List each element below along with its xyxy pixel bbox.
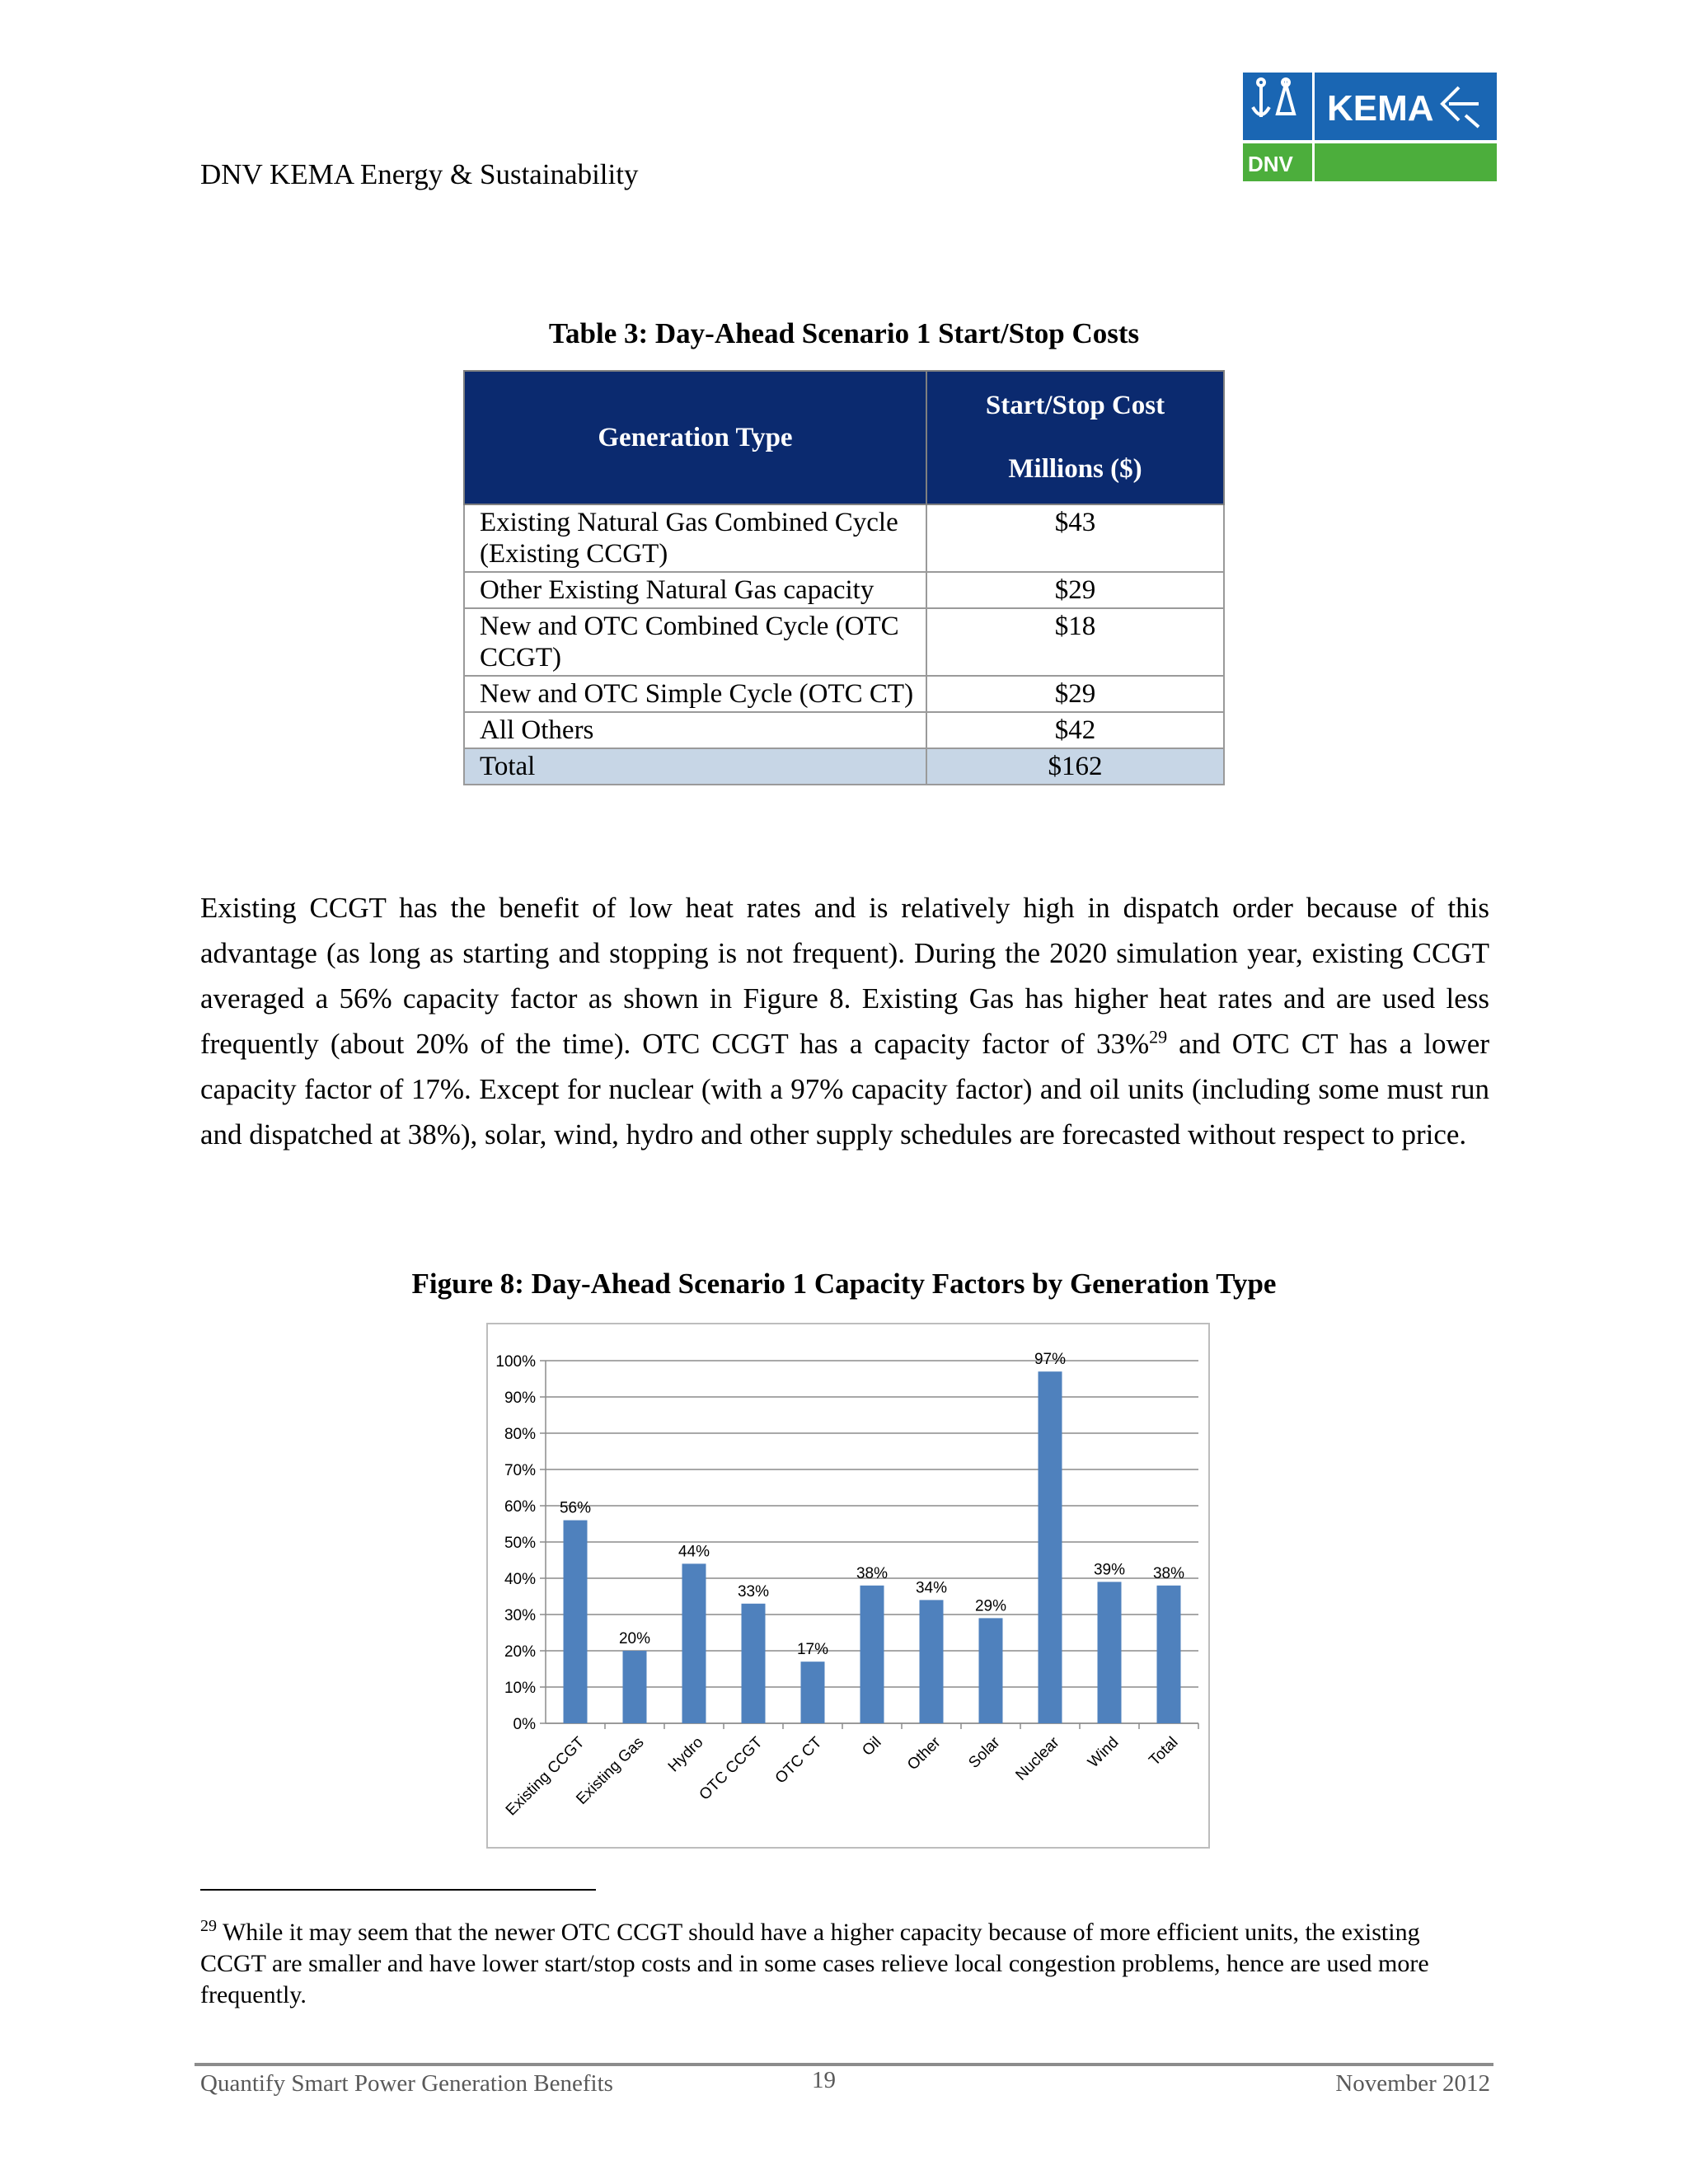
y-tick-label: 70%	[504, 1462, 536, 1479]
x-tick-label: Oil	[859, 1733, 885, 1760]
page-number: 19	[812, 2067, 836, 2093]
x-tick-label: Hydro	[664, 1733, 707, 1776]
logo-dnv-text: DNV	[1248, 152, 1293, 176]
table-row	[464, 712, 1224, 748]
x-tick-label: Existing Gas	[573, 1733, 648, 1808]
footer-rule	[195, 2063, 1493, 2066]
x-tick-label: Total	[1146, 1733, 1182, 1769]
data-label: 20%	[618, 1630, 651, 1647]
bar	[1039, 1371, 1062, 1723]
y-tick-label: 10%	[504, 1680, 536, 1697]
table-header-cost	[926, 371, 1224, 504]
cell-generation-type: New and OTC Simple Cycle (OTC CT)	[464, 676, 926, 712]
y-tick-label: 0%	[513, 1716, 536, 1733]
footer-document-title: Quantify Smart Power Generation Benefits	[200, 2070, 613, 2097]
data-label: 29%	[974, 1597, 1007, 1615]
header-label-cost: Start/Stop Cost	[985, 391, 1165, 420]
y-tick-label: 30%	[504, 1607, 536, 1624]
bar	[1098, 1582, 1122, 1723]
footnote-text: While it may seem that the newer OTC CCGT should have a higher capacity because of more efficient units, the existing CCGT are smaller and have lower start/stop costs and in some cases relieve local congestion problems, hence are used more frequently.	[200, 1919, 1429, 2008]
bar	[801, 1661, 825, 1723]
capacity-factor-chart	[486, 1323, 1210, 1849]
body-text-part2: and OTC CT has a lower capacity factor of 17%. Except for nuclear (with a 97% capacity factor) and oil units (including some must run and dispatched at 38%), solar, wind, hydro and other supply schedules are forecasted without respect to price.	[200, 1028, 1489, 1151]
x-tick-label: OTC CCGT	[696, 1733, 767, 1804]
y-tick-label: 60%	[504, 1498, 536, 1516]
cell-cost: $29	[926, 676, 1224, 712]
bar	[860, 1586, 884, 1723]
table-row	[464, 676, 1224, 712]
chart-svg	[488, 1324, 1208, 1847]
cell-cost: $29	[926, 572, 1224, 608]
organization-name: DNV KEMA Energy & Sustainability	[200, 158, 639, 190]
data-label: 39%	[1093, 1561, 1126, 1579]
logo-kema-text: KEMA	[1327, 88, 1434, 129]
cell-total-label: Total	[464, 748, 926, 785]
cell-total-cost: $162	[926, 748, 1224, 785]
data-label: 56%	[559, 1499, 592, 1517]
x-tick-label: Nuclear	[1012, 1733, 1063, 1784]
bar	[682, 1563, 706, 1723]
cell-generation-type: Other Existing Natural Gas capacity	[464, 572, 926, 608]
bar	[564, 1521, 588, 1723]
data-label: 33%	[737, 1582, 770, 1601]
bar	[1157, 1586, 1181, 1723]
bar	[979, 1618, 1003, 1723]
table-header-generation-type	[464, 371, 926, 504]
table-caption: Table 3: Day-Ahead Scenario 1 Start/Stop Costs	[548, 317, 1140, 349]
table-total-row	[464, 748, 1224, 785]
bar	[920, 1600, 944, 1723]
data-label: 34%	[915, 1579, 948, 1597]
data-label: 17%	[796, 1641, 829, 1659]
y-tick-label: 20%	[504, 1643, 536, 1661]
body-text-part1: Existing CCGT has the benefit of low heat rates and is relatively high in dispatch order because of this advantage (as long as starting and stopping is not frequent). During the 2020 simulation year, existing CCGT averaged a 56% capacity factor as shown in Figure 8. Existing Gas has higher heat rates and are used less frequently (about 20% of the time). OTC CCGT has a capacity factor of 33%	[200, 892, 1489, 1060]
x-tick-label: Wind	[1085, 1733, 1123, 1772]
x-tick-label: Existing CCGT	[502, 1733, 588, 1820]
cell-generation-type: New and OTC Combined Cycle (OTC CCGT)	[464, 608, 926, 676]
table-row	[464, 504, 1224, 572]
header-label-generation-type: Generation Type	[598, 422, 793, 452]
y-tick-label: 50%	[504, 1535, 536, 1552]
footer-date: November 2012	[1335, 2070, 1490, 2097]
footnote-separator	[200, 1889, 596, 1891]
bar	[742, 1604, 766, 1723]
cell-cost: $18	[926, 608, 1224, 676]
data-label: 44%	[678, 1543, 710, 1561]
x-tick-label: Solar	[965, 1733, 1004, 1772]
company-logo	[1243, 73, 1497, 181]
cell-cost: $42	[926, 712, 1224, 748]
y-tick-label: 80%	[504, 1426, 536, 1443]
y-tick-label: 90%	[504, 1390, 536, 1407]
x-tick-label: Other	[904, 1733, 945, 1774]
cell-generation-type: All Others	[464, 712, 926, 748]
cell-cost: $43	[926, 504, 1224, 572]
body-paragraph	[200, 885, 1489, 1157]
table-row	[464, 608, 1224, 676]
y-tick-label: 40%	[504, 1571, 536, 1588]
data-label: 38%	[856, 1564, 889, 1582]
data-label: 38%	[1152, 1564, 1185, 1582]
x-tick-label: OTC CT	[771, 1733, 826, 1788]
cell-generation-type: Existing Natural Gas Combined Cycle (Existing CCGT)	[464, 504, 926, 572]
data-label: 97%	[1034, 1351, 1067, 1369]
footnote-reference: 29	[1149, 1026, 1168, 1047]
start-stop-cost-table	[463, 370, 1225, 785]
footnote-number: 29	[200, 1917, 217, 1935]
footnote	[200, 1910, 1489, 2011]
table-row	[464, 572, 1224, 608]
header-label-units: Millions ($)	[1008, 454, 1142, 484]
bar	[623, 1651, 647, 1723]
y-tick-label: 100%	[495, 1353, 536, 1371]
figure-caption: Figure 8: Day-Ahead Scenario 1 Capacity Factors by Generation Type	[411, 1268, 1277, 1300]
